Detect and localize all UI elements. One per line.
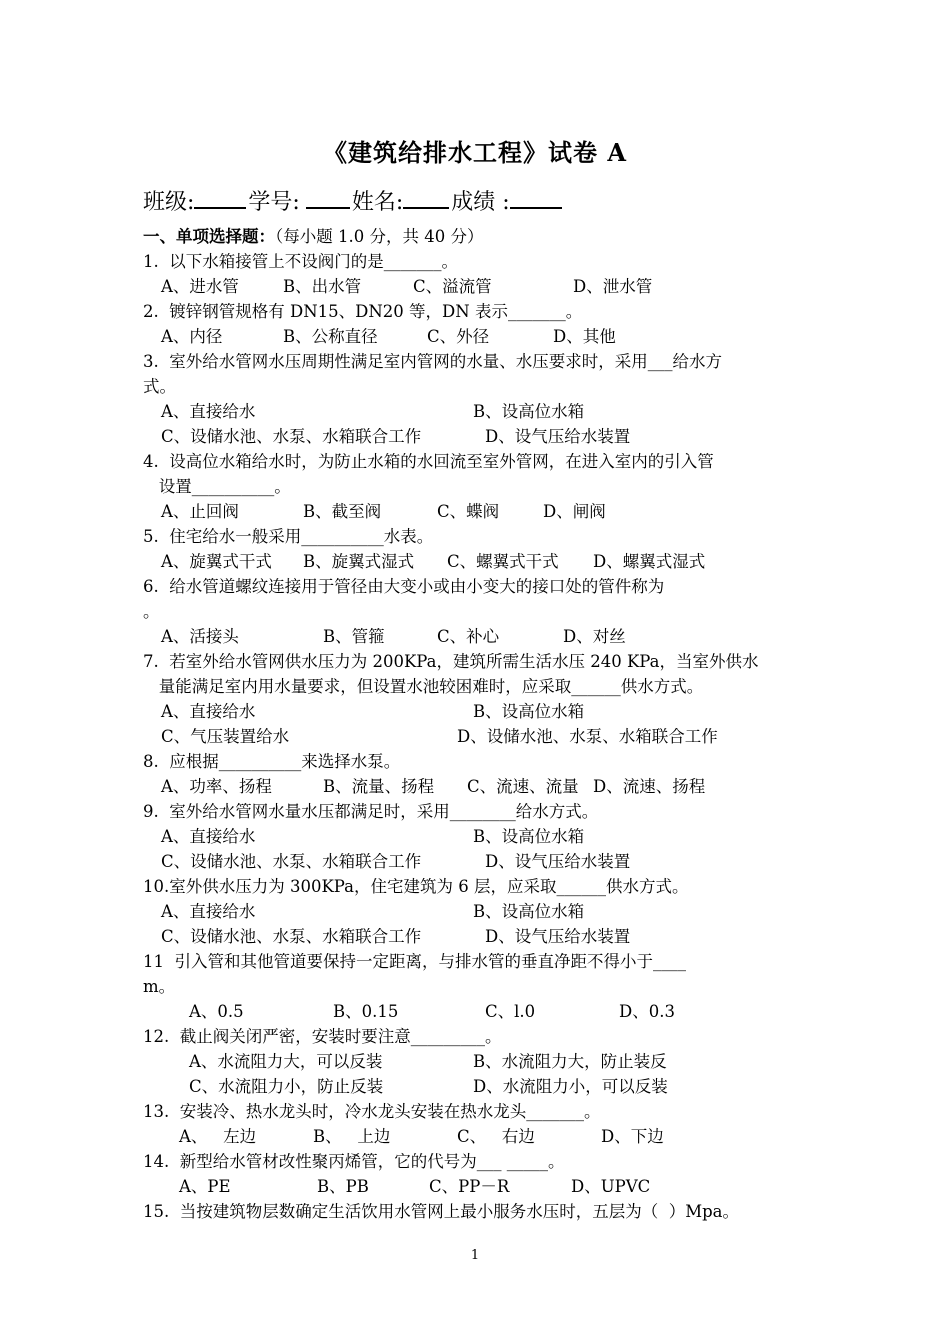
option-a-3: C、设储水池、水泵、水箱联合工作 — [161, 427, 422, 446]
question-text: 设置__________。 — [143, 477, 291, 496]
option-b-13: B、 上边 — [313, 1127, 391, 1146]
option-d-1: D、泄水管 — [573, 277, 653, 296]
options-row — [143, 899, 813, 924]
option-b-4: B、截至阀 — [303, 502, 382, 521]
options-row — [143, 999, 813, 1024]
question-text: 3. 室外给水管网水压周期性满足室内管网的水量、水压要求时，采用___给水方 — [143, 352, 722, 371]
option-a-12: A、水流阻力大，可以反装 — [189, 1052, 383, 1071]
option-c-1: C、溢流管 — [413, 277, 492, 296]
option-a-12: C、水流阻力小，防止反装 — [189, 1077, 384, 1096]
score-blank — [510, 187, 562, 209]
options-row — [143, 324, 813, 349]
option-b-9: B、设高位水箱 — [473, 827, 585, 846]
question-text: 1. 以下水箱接管上不设阀门的是_______。 — [143, 252, 458, 271]
id-blank — [306, 187, 350, 209]
option-d-5: D、螺翼式湿式 — [593, 552, 706, 571]
question-text: 13. 安装冷、热水龙头时，冷水龙头安装在热水龙头_______。 — [143, 1102, 601, 1121]
option-d-2: D、其他 — [553, 327, 616, 346]
option-c-2: C、外径 — [427, 327, 490, 346]
option-b-3: B、设高位水箱 — [473, 402, 585, 421]
options-row — [143, 549, 813, 574]
option-a-7: A、直接给水 — [161, 702, 256, 721]
option-b-1: B、出水管 — [283, 277, 362, 296]
options-row — [143, 849, 813, 874]
score-label: 成绩 : — [451, 190, 510, 215]
question-text: 14. 新型给水管材改性聚丙烯管，它的代号为___ _____。 — [143, 1152, 565, 1171]
question-text: 9. 室外给水管网水量水压都满足时，采用________给水方式。 — [143, 802, 599, 821]
name-blank — [403, 187, 449, 209]
section-heading — [143, 224, 813, 249]
option-a-2: A、内径 — [161, 327, 223, 346]
options-row — [143, 499, 813, 524]
question-text: 11 引入管和其他管道要保持一定距离，与排水管的垂直净距不得小于____ — [143, 952, 686, 971]
option-b-7: B、设高位水箱 — [473, 702, 585, 721]
options-row — [143, 774, 813, 799]
options-row — [143, 399, 813, 424]
option-b-8: B、流量、扬程 — [323, 777, 435, 796]
option-a-8: A、功率、扬程 — [161, 777, 272, 796]
option-b-7: D、设储水池、水泵、水箱联合工作 — [457, 727, 718, 746]
option-a-9: C、设储水池、水泵、水箱联合工作 — [161, 852, 422, 871]
question-text: 12. 截止阀关闭严密，安装时要注意_________。 — [143, 1027, 502, 1046]
option-a-1: A、进水管 — [161, 277, 239, 296]
options-row — [143, 924, 813, 949]
option-b-3: D、设气压给水装置 — [485, 427, 631, 446]
question-text: 4. 设高位水箱给水时，为防止水箱的水回流至室外管网，在进入室内的引入管 — [143, 452, 714, 471]
option-a-7: C、气压装置给水 — [161, 727, 290, 746]
option-b-10: D、设气压给水装置 — [485, 927, 631, 946]
question-body — [143, 224, 813, 1224]
question-text: 2. 镀锌钢管规格有 DN15、DN20 等，DN 表示_______。 — [143, 302, 583, 321]
options-row — [143, 699, 813, 724]
question-text: 7. 若室外给水管网供水压力为 200KPa，建筑所需生活水压 240 KPa，当室外供水 — [143, 652, 759, 671]
option-b-12: B、水流阻力大，防止装反 — [473, 1052, 667, 1071]
options-row — [143, 624, 813, 649]
option-b-12: D、水流阻力小，可以反装 — [473, 1077, 668, 1096]
options-row — [143, 424, 813, 449]
option-a-14: A、PE — [179, 1177, 231, 1196]
options-row — [143, 1074, 813, 1099]
options-row — [143, 724, 813, 749]
option-a-4: A、止回阀 — [161, 502, 239, 521]
question-text: 10.室外供水压力为 300KPa，住宅建筑为 6 层，应采取______供水方式。 — [143, 877, 689, 896]
section-title: 一、单项选择题： — [143, 227, 275, 246]
option-b-14: B、PB — [317, 1177, 369, 1196]
option-a-11: A、0.5 — [189, 1002, 244, 1021]
option-c-13: C、 右边 — [457, 1127, 535, 1146]
question-text: 15. 当按建筑物层数确定生活饮用水管网上最小服务水压时，五层为（ ）Mpa。 — [143, 1202, 740, 1221]
option-a-13: A、 左边 — [179, 1127, 257, 1146]
option-c-8: C、流速、流量 — [467, 777, 579, 796]
student-info-row — [143, 185, 564, 216]
option-b-2: B、公称直径 — [283, 327, 378, 346]
option-d-8: D、流速、扬程 — [593, 777, 706, 796]
option-d-13: D、下边 — [601, 1127, 664, 1146]
option-c-5: C、螺翼式干式 — [447, 552, 559, 571]
question-text: m。 — [143, 977, 176, 996]
options-row — [143, 1124, 813, 1149]
option-b-10: B、设高位水箱 — [473, 902, 585, 921]
options-row — [143, 1174, 813, 1199]
option-d-11: D、0.3 — [619, 1002, 675, 1021]
option-a-5: A、旋翼式干式 — [161, 552, 272, 571]
option-a-10: C、设储水池、水泵、水箱联合工作 — [161, 927, 422, 946]
class-label: 班级: — [143, 190, 195, 215]
page-number: 1 — [470, 1248, 480, 1263]
option-c-14: C、PP－R — [429, 1177, 510, 1196]
option-c-11: C、l.0 — [485, 1002, 536, 1021]
question-text: 8. 应根据__________来选择水泵。 — [143, 752, 401, 771]
id-label: 学号: — [248, 190, 300, 215]
option-a-3: A、直接给水 — [161, 402, 256, 421]
options-row — [143, 1049, 813, 1074]
question-text: 式。 — [143, 377, 176, 396]
option-c-6: C、补心 — [437, 627, 500, 646]
option-a-9: A、直接给水 — [161, 827, 256, 846]
section-note: （每小题 1.0 分，共 40 分） — [275, 227, 484, 246]
option-a-6: A、活接头 — [161, 627, 239, 646]
options-row — [143, 274, 813, 299]
option-a-10: A、直接给水 — [161, 902, 256, 921]
option-b-9: D、设气压给水装置 — [485, 852, 631, 871]
options-row — [143, 824, 813, 849]
name-label: 姓名: — [351, 190, 404, 215]
option-d-14: D、UPVC — [571, 1177, 651, 1196]
question-text: 量能满足室内用水量要求，但设置水池较困难时，应采取______供水方式。 — [143, 677, 704, 696]
question-text: 6. 给水管道螺纹连接用于管径由大变小或由小变大的接口处的管件称为 — [143, 577, 665, 596]
exam-title: 《建筑给排水工程》试卷 A — [323, 138, 627, 167]
option-b-6: B、管箍 — [323, 627, 385, 646]
option-c-4: C、蝶阀 — [437, 502, 500, 521]
class-blank — [194, 187, 246, 209]
option-d-4: D、闸阀 — [543, 502, 606, 521]
question-text: 5. 住宅给水一般采用__________水表。 — [143, 527, 434, 546]
option-b-5: B、旋翼式湿式 — [303, 552, 415, 571]
option-d-6: D、对丝 — [563, 627, 626, 646]
question-text: 。 — [143, 602, 160, 621]
option-b-11: B、0.15 — [333, 1002, 399, 1021]
